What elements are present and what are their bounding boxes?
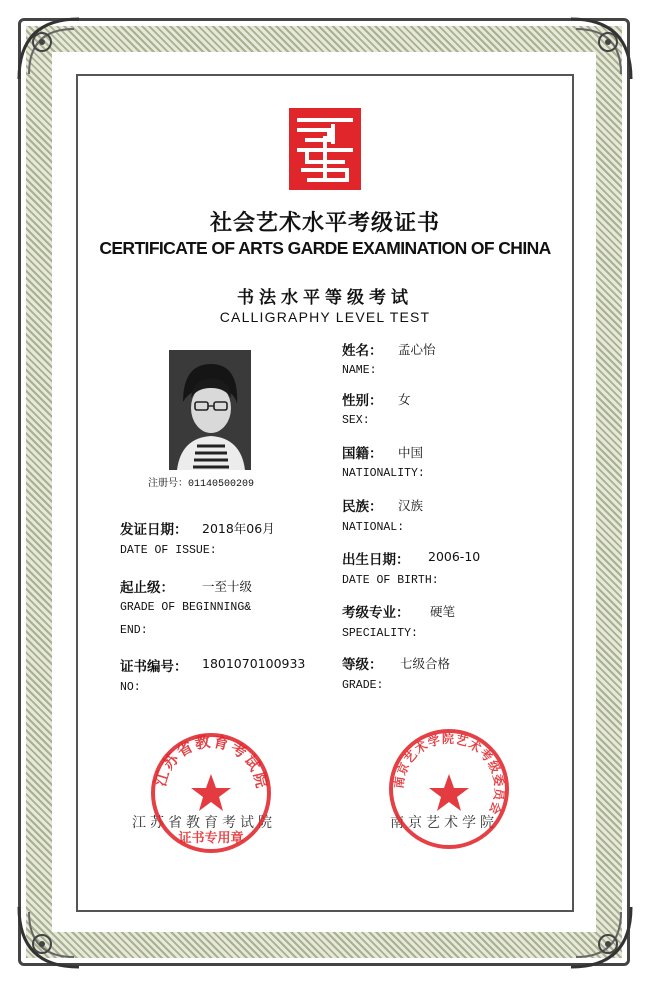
test-subtitle-en: CALLIGRAPHY LEVEL TEST <box>219 309 431 325</box>
corner-ornament-icon <box>566 14 636 84</box>
grade-label-en: GRADE: <box>342 679 384 692</box>
svg-text:江苏省教育考试院: 江苏省教育考试院 <box>151 732 272 792</box>
nation-value: 汉族 <box>398 498 424 513</box>
name-label-en: NAME: <box>342 364 377 377</box>
registration-number: 注册号：01140500209 <box>148 479 255 490</box>
nationality-label-en: NATIONALITY: <box>342 467 425 480</box>
test-subtitle-cn: 书法水平等级考试 <box>237 288 413 308</box>
name-value: 孟心怡 <box>398 342 436 357</box>
holder-photo <box>169 350 251 470</box>
calligraphy-seal-logo-icon <box>289 108 361 190</box>
grade-value: 七级合格 <box>400 656 451 671</box>
nationality-label: 国籍： <box>342 446 383 462</box>
certificate-title-cn: 社会艺术水平考级证书 <box>209 210 440 236</box>
cert-no-label: 证书编号： <box>120 659 188 675</box>
grade-range-label: 起止级： <box>120 580 174 596</box>
corner-ornament-icon <box>14 902 84 972</box>
grade-range-label-en-2: END: <box>120 624 148 637</box>
birth-label: 出生日期： <box>342 552 410 568</box>
svg-text:证书专用章: 证书专用章 <box>178 831 244 846</box>
cert-no-value: 1801070100933 <box>202 656 306 671</box>
nation-label-en: NATIONAL: <box>342 521 405 534</box>
sex-label: 性别： <box>342 393 383 409</box>
svg-text:南京艺术学院艺术考级委员会: 南京艺术学院艺术考级委员会 <box>391 731 507 818</box>
grade-label: 等级： <box>342 657 383 673</box>
speciality-label-en: SPECIALITY: <box>342 627 418 640</box>
nation-label: 民族： <box>342 499 383 515</box>
art-college-seal-stamp <box>386 726 512 852</box>
nationality-value: 中国 <box>398 445 424 460</box>
birth-label-en: DATE OF BIRTH: <box>342 574 439 587</box>
issue-date-value: 2018年06月 <box>202 521 275 536</box>
sex-value: 女 <box>398 392 411 407</box>
speciality-value: 硬笔 <box>430 604 456 619</box>
grade-range-value: 一至十级 <box>202 579 253 594</box>
birth-value: 2006-10 <box>428 549 481 564</box>
issue-date-label-en: DATE OF ISSUE: <box>120 544 217 557</box>
name-label: 姓名： <box>342 343 383 359</box>
certificate-title-en: CERTIFICATE OF ARTS GARDE EXAMINATION OF CHINA <box>99 238 551 258</box>
grade-range-label-en-1: GRADE OF BEGINNING& <box>120 601 252 614</box>
issuer-right-name: 南京艺术学院 <box>390 815 498 831</box>
corner-ornament-icon <box>566 902 636 972</box>
sex-label-en: SEX: <box>342 414 370 427</box>
speciality-label: 考级专业： <box>342 605 410 621</box>
issuer-left-name: 江苏省教育考试院 <box>132 815 276 831</box>
cert-no-label-en: NO: <box>120 681 141 694</box>
issue-date-label: 发证日期： <box>120 522 188 538</box>
education-exam-seal-stamp <box>148 730 274 856</box>
corner-ornament-icon <box>14 14 84 84</box>
